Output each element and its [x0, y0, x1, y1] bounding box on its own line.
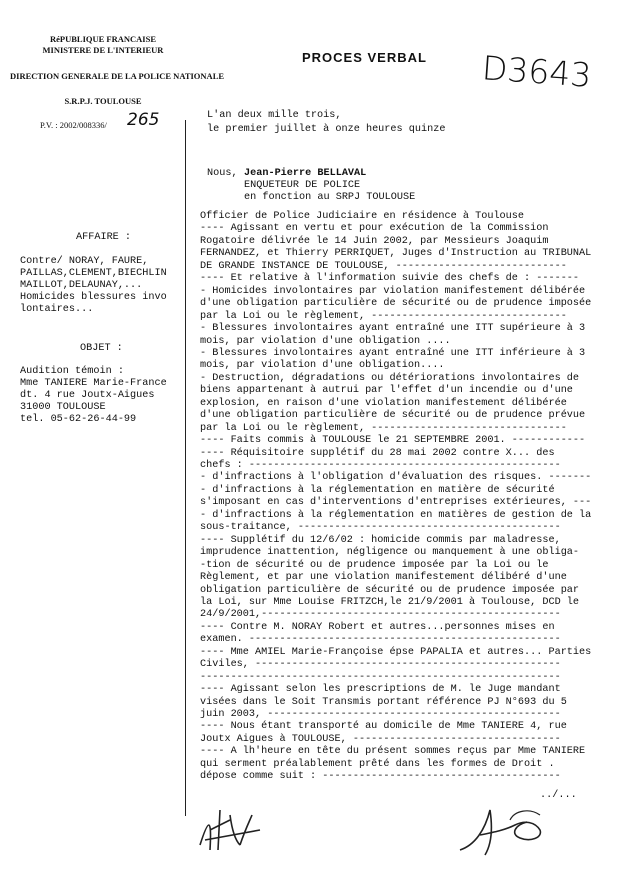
body-line: DE GRANDE INSTANCE DE TOULOUSE, ---------------------------- — [200, 260, 567, 272]
body-line: chefs : --------------------------------------------------- — [200, 460, 561, 471]
body-line: mois, par violation d'une obligation.... — [200, 360, 445, 372]
objet-line: dt. 4 rue Joutx-Aigues — [20, 390, 155, 401]
body-line: - d'infractions à la réglementation en matières de gestion de la — [200, 509, 592, 521]
objet-line: Audition témoin : — [20, 366, 124, 377]
body-line: ---- Mme AMIEL Marie-Françoise épse PAPALIA et autres... Parties — [200, 646, 592, 658]
objet-line: Mme TANIERE Marie-France — [20, 378, 167, 389]
ministere-label: MINISTERE DE L'INTERIEUR — [42, 45, 164, 55]
body-line: - d'infractions à l'obligation d'évaluation des risques. ------- — [200, 472, 592, 484]
body-line: mois, par violation d'une obligation .... — [200, 335, 451, 347]
column-divider — [185, 120, 186, 816]
body-line: Officier de Police Judiciaire en résidence à Toulouse — [200, 211, 525, 222]
date-line-2: le premier juillet à onze heures quinze — [207, 124, 446, 135]
officer-assignment: en fonction au SRPJ TOULOUSE — [244, 192, 416, 203]
signature-right — [455, 800, 555, 860]
page-title: PROCES VERBAL — [302, 50, 427, 65]
signature-left — [190, 800, 270, 860]
objet-line: tel. 05-62-26-44-99 — [20, 414, 137, 425]
body-line: ---- Agissant en vertu et pour exécution de la Commission — [200, 223, 549, 235]
body-line: ----------------------------------------------------------- — [200, 671, 561, 683]
body-line: visées dans le Soit Transmis portant référence PJ N°693 du 5 — [200, 696, 567, 708]
body-line: ---- A lh'heure en tête du présent sommes reçus par Mme TANIERE — [200, 746, 586, 758]
body-line: - d'infractions à la réglementation en matière de sécurité — [200, 484, 555, 496]
body-line: ---- Supplétif du 12/6/02 : homicide commis par maladresse, — [200, 534, 561, 546]
body-line: ---- Et relative à l'information suivie des chefs de : ------- — [200, 273, 580, 285]
body-line: FERNANDEZ, et Thierry PERRIQUET, Juges d'Instruction au TRIBUNAL — [200, 248, 592, 260]
affaire-line: Homicides blessures invo — [20, 292, 167, 303]
continuation-mark: ../... — [540, 790, 577, 801]
body-line: la Loi, sur Mme Louise FRITZCH,le 21/9/2001 à Toulouse, DCD le — [200, 596, 580, 608]
body-line: ---- Agissant selon les prescriptions de M. le Juge mandant — [200, 684, 561, 696]
body-line: Règlement, et par une violation manifestement délibéré d'une — [200, 572, 567, 584]
service-label: S.R.P.J. TOULOUSE — [64, 96, 142, 106]
objet-heading: OBJET : — [80, 343, 123, 354]
body-line: ---- Faits commis à TOULOUSE le 21 SEPTEMBRE 2001. ------------ — [200, 435, 586, 447]
body-line: imprudence inattention, négligence ou manquement à une obliga- — [200, 547, 580, 559]
body-line: juin 2003, ------------------------------------------------ — [200, 709, 561, 720]
body-line: qui serment préalablement prêté dans les formes de Droit . — [200, 758, 555, 770]
direction-label: DIRECTION GENERALE DE LA POLICE NATIONALE — [10, 71, 225, 81]
body-line: Rogatoire délivrée le 14 Juin 2002, par Messieurs Joaquim — [200, 235, 549, 247]
body-line: sous-traitance, ------------------------------------------- — [200, 522, 561, 534]
body-line: - Destruction, dégradations ou détériorations involontaires de — [200, 372, 580, 384]
pv-number: P.V. : 2002/008336/ — [40, 120, 107, 130]
officer-name: Jean-Pierre BELLAVAL — [244, 168, 367, 179]
affaire-line: PAILLAS,CLEMENT,BIECHLIN — [20, 268, 167, 279]
officer-role: ENQUETEUR DE POLICE — [244, 180, 361, 191]
objet-line: 31000 TOULOUSE — [20, 402, 106, 413]
affaire-line: lontaires... — [20, 304, 94, 315]
body-line: par la Loi ou le règlement, -------------------------------- — [200, 422, 567, 434]
body-line: dépose comme suit : --------------------------------------- — [200, 771, 561, 783]
body-line: - Blessures involontaires ayant entraîné une ITT inférieure à 3 — [200, 347, 586, 359]
body-line: 24/9/2001,------------------------------------------------- — [200, 609, 561, 621]
affaire-line: MAILLOT,DELAUNAY,... — [20, 280, 143, 291]
body-line: -tion de sécurité ou de prudence imposée par la Loi ou le — [200, 559, 549, 571]
body-line: d'une obligation particulière de sécurité ou de prudence prévue — [200, 410, 586, 422]
body-line: ---- Nous étant transporté au domicile de Mme TANIERE 4, rue — [200, 721, 567, 733]
affaire-line: Contre/ NORAY, FAURE, — [20, 256, 149, 267]
archive-stamp: D3643 — [480, 48, 593, 95]
body-line: s'imposant en cas d'interventions d'entreprises extérieures, --- — [200, 497, 592, 509]
body-line: - Homicides involontaires par violation manifestement délibérée — [200, 285, 586, 297]
body-line: ---- Contre M. NORAY Robert et autres...personnes mises en — [200, 621, 555, 633]
officer-intro: Nous, — [207, 168, 238, 179]
body-line: - Blessures involontaires ayant entraîné une ITT supérieure à 3 — [200, 323, 586, 335]
affaire-heading: AFFAIRE : — [76, 232, 132, 243]
body-line: explosion, en raison d'une violation manifestement délibérée — [200, 397, 567, 409]
body-line: par la Loi ou le règlement, -------------------------------- — [200, 310, 567, 322]
body-line: Civiles, -------------------------------------------------- — [200, 659, 561, 671]
body-line: Joutx Aigues à TOULOUSE, ---------------------------------- — [200, 733, 561, 745]
body-line: d'une obligation particulière de sécurité ou de prudence imposée — [200, 298, 592, 310]
date-line-1: L'an deux mille trois, — [207, 110, 342, 121]
body-line: examen. --------------------------------------------------- — [200, 634, 561, 646]
body-line: obligation particulière de sécurité ou de prudence imposée par — [200, 584, 580, 596]
pv-handwritten-number: 265 — [127, 110, 160, 130]
republique-label: RéPUBLIQUE FRANCAISE — [49, 34, 157, 44]
body-line: biens appartenant à autrui par l'effet d'un incendie ou d'une — [200, 385, 573, 397]
body-line: ---- Réquisitoire supplétif du 28 mai 2002 contre X... des — [200, 447, 555, 459]
